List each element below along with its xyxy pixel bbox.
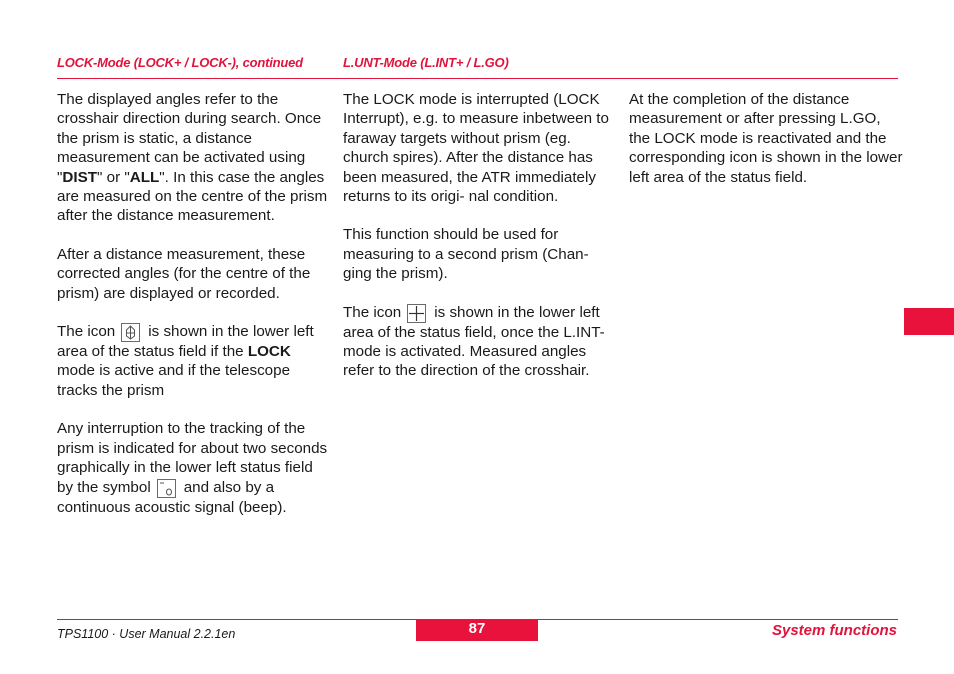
prism-lock-icon (121, 323, 140, 342)
all-key-label: ALL (129, 168, 160, 186)
paragraph: The LOCK mode is interrupted (LOCK Interrupt), e.g. to measure inbetween to faraway targets without prism (eg. church spires). After the distance has been measured, the ATR immediately returns to its origi- nal condition. (343, 91, 609, 206)
section-header-left: LOCK-Mode (LOCK+ / LOCK-), continued (57, 55, 303, 70)
chapter-tab-marker (904, 308, 954, 335)
lock-interrupted-icon (157, 479, 176, 498)
manual-title: TPS1100 · User Manual 2.2.1en (57, 627, 236, 641)
page-number: 87 (416, 619, 538, 641)
paragraph: The icon is shown in the lower left area of the status field if the LOCK mode is active and if the telescope tracks the prism (57, 323, 314, 399)
column-3 (629, 90, 904, 206)
column-2 (343, 90, 611, 400)
paragraph: Any interruption to the tracking of the prism is indicated for about two seconds graphically in the lower left status field by the symbol and also by a continuous acoustic signal (beep). (57, 420, 328, 516)
crosshair-icon (407, 304, 426, 323)
header-rule (57, 78, 898, 79)
chapter-title: System functions (771, 622, 897, 639)
paragraph: The displayed angles refer to the crosshair direction during search. Once the prism is static, a distance measurement can be activated using "DIST" or "ALL". In this case the angles are measured on the centre of the prism after the distance measurement. (57, 91, 328, 225)
paragraph: After a distance measurement, these corrected angles (for the centre of the prism) are displayed or recorded. (57, 245, 311, 302)
paragraph: At the completion of the distance measurement or after pressing L.GO, the LOCK mode is reactivated and the corresponding icon is shown in the lower left area of the status field. (629, 91, 903, 186)
paragraph: The icon is shown in the lower left area of the status field, once the L.INT-mode is activated. Measured angles refer to the direction of the crosshair. (343, 303, 605, 380)
section-header-right: L.UNT-Mode (L.INT+ / L.GO) (343, 55, 509, 70)
column-1 (57, 90, 329, 536)
lock-label: LOCK (247, 343, 291, 361)
paragraph: This function should be used for measuring to a second prism (Chan- ging the prism). (343, 226, 589, 283)
dist-key-label: DIST (62, 168, 98, 186)
